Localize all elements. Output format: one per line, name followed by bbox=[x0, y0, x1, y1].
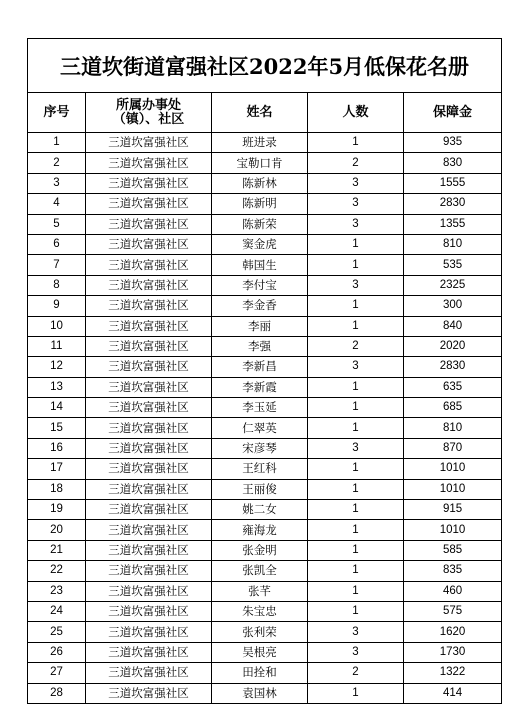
row-name-cell: 张金明 bbox=[212, 540, 308, 560]
row-people-cell: 3 bbox=[308, 214, 404, 234]
row-index-cell: 18 bbox=[28, 479, 86, 499]
row-people-cell: 1 bbox=[308, 540, 404, 560]
row-community-cell: 三道坎富强社区 bbox=[86, 173, 212, 193]
row-name-cell: 窦金虎 bbox=[212, 234, 308, 254]
table-row bbox=[28, 133, 502, 153]
row-community-cell: 三道坎富强社区 bbox=[86, 214, 212, 234]
row-people-cell: 1 bbox=[308, 133, 404, 153]
row-community-cell: 三道坎富强社区 bbox=[86, 357, 212, 377]
row-community-cell: 三道坎富强社区 bbox=[86, 540, 212, 560]
row-community-cell: 三道坎富强社区 bbox=[86, 255, 212, 275]
row-amount-cell: 2020 bbox=[404, 336, 502, 356]
row-name-cell: 李玉延 bbox=[212, 398, 308, 418]
row-name-cell: 陈新明 bbox=[212, 194, 308, 214]
row-amount-cell: 685 bbox=[404, 398, 502, 418]
table-row bbox=[28, 296, 502, 316]
row-people-cell: 3 bbox=[308, 194, 404, 214]
header-row bbox=[28, 93, 502, 133]
row-name-cell: 袁国林 bbox=[212, 683, 308, 703]
row-community-cell: 三道坎富强社区 bbox=[86, 133, 212, 153]
row-people-cell: 1 bbox=[308, 418, 404, 438]
table-row bbox=[28, 683, 502, 703]
table-row bbox=[28, 500, 502, 520]
row-people-cell: 1 bbox=[308, 234, 404, 254]
row-index-cell: 8 bbox=[28, 275, 86, 295]
row-people-cell: 3 bbox=[308, 275, 404, 295]
header-people: 人数 bbox=[308, 93, 404, 133]
row-name-cell: 班进录 bbox=[212, 133, 308, 153]
row-amount-cell: 414 bbox=[404, 683, 502, 703]
row-community-cell: 三道坎富强社区 bbox=[86, 418, 212, 438]
row-name-cell: 陈新荣 bbox=[212, 214, 308, 234]
row-people-cell: 1 bbox=[308, 683, 404, 703]
row-people-cell: 1 bbox=[308, 296, 404, 316]
row-amount-cell: 2325 bbox=[404, 275, 502, 295]
table-row bbox=[28, 438, 502, 458]
table-row bbox=[28, 194, 502, 214]
table-row bbox=[28, 316, 502, 336]
table-row bbox=[28, 663, 502, 683]
row-name-cell: 张芊 bbox=[212, 581, 308, 601]
row-name-cell: 姚二女 bbox=[212, 500, 308, 520]
row-index-cell: 9 bbox=[28, 296, 86, 316]
table-row bbox=[28, 479, 502, 499]
row-community-cell: 三道坎富强社区 bbox=[86, 663, 212, 683]
table-row bbox=[28, 459, 502, 479]
row-index-cell: 22 bbox=[28, 561, 86, 581]
table-row bbox=[28, 336, 502, 356]
row-index-cell: 15 bbox=[28, 418, 86, 438]
header-office-line1: 所属办事处 bbox=[115, 97, 181, 113]
row-name-cell: 李新霞 bbox=[212, 377, 308, 397]
row-people-cell: 2 bbox=[308, 153, 404, 173]
row-people-cell: 1 bbox=[308, 255, 404, 275]
row-amount-cell: 1010 bbox=[404, 520, 502, 540]
row-name-cell: 李付宝 bbox=[212, 275, 308, 295]
row-amount-cell: 1010 bbox=[404, 479, 502, 499]
row-index-cell: 7 bbox=[28, 255, 86, 275]
row-people-cell: 1 bbox=[308, 500, 404, 520]
table-row bbox=[28, 642, 502, 662]
row-community-cell: 三道坎富强社区 bbox=[86, 438, 212, 458]
row-index-cell: 2 bbox=[28, 153, 86, 173]
row-index-cell: 24 bbox=[28, 601, 86, 621]
row-community-cell: 三道坎富强社区 bbox=[86, 234, 212, 254]
row-index-cell: 3 bbox=[28, 173, 86, 193]
table-row bbox=[28, 214, 502, 234]
row-people-cell: 2 bbox=[308, 663, 404, 683]
table-row bbox=[28, 234, 502, 254]
row-index-cell: 4 bbox=[28, 194, 86, 214]
row-index-cell: 13 bbox=[28, 377, 86, 397]
row-amount-cell: 870 bbox=[404, 438, 502, 458]
row-amount-cell: 575 bbox=[404, 601, 502, 621]
row-index-cell: 21 bbox=[28, 540, 86, 560]
row-name-cell: 王丽俊 bbox=[212, 479, 308, 499]
row-index-cell: 16 bbox=[28, 438, 86, 458]
table-row bbox=[28, 622, 502, 642]
row-name-cell: 李金香 bbox=[212, 296, 308, 316]
header-name: 姓名 bbox=[212, 93, 308, 133]
row-amount-cell: 1620 bbox=[404, 622, 502, 642]
row-amount-cell: 840 bbox=[404, 316, 502, 336]
table-row bbox=[28, 520, 502, 540]
row-amount-cell: 535 bbox=[404, 255, 502, 275]
row-index-cell: 6 bbox=[28, 234, 86, 254]
row-people-cell: 1 bbox=[308, 561, 404, 581]
row-community-cell: 三道坎富强社区 bbox=[86, 153, 212, 173]
row-amount-cell: 2830 bbox=[404, 357, 502, 377]
row-index-cell: 27 bbox=[28, 663, 86, 683]
row-amount-cell: 830 bbox=[404, 153, 502, 173]
row-people-cell: 1 bbox=[308, 479, 404, 499]
row-index-cell: 25 bbox=[28, 622, 86, 642]
row-name-cell: 韩国生 bbox=[212, 255, 308, 275]
row-amount-cell: 300 bbox=[404, 296, 502, 316]
row-amount-cell: 915 bbox=[404, 500, 502, 520]
table-row bbox=[28, 398, 502, 418]
row-community-cell: 三道坎富强社区 bbox=[86, 683, 212, 703]
row-community-cell: 三道坎富强社区 bbox=[86, 500, 212, 520]
row-name-cell: 李强 bbox=[212, 336, 308, 356]
row-name-cell: 仁翠英 bbox=[212, 418, 308, 438]
row-name-cell: 田拴和 bbox=[212, 663, 308, 683]
row-community-cell: 三道坎富强社区 bbox=[86, 194, 212, 214]
table-row bbox=[28, 601, 502, 621]
row-name-cell: 陈新林 bbox=[212, 173, 308, 193]
row-people-cell: 1 bbox=[308, 520, 404, 540]
row-community-cell: 三道坎富强社区 bbox=[86, 377, 212, 397]
table-row bbox=[28, 357, 502, 377]
row-name-cell: 朱宝忠 bbox=[212, 601, 308, 621]
table-row bbox=[28, 377, 502, 397]
header-index: 序号 bbox=[28, 93, 86, 133]
row-index-cell: 1 bbox=[28, 133, 86, 153]
row-people-cell: 1 bbox=[308, 398, 404, 418]
table-row bbox=[28, 540, 502, 560]
row-index-cell: 12 bbox=[28, 357, 86, 377]
row-amount-cell: 1555 bbox=[404, 173, 502, 193]
row-index-cell: 28 bbox=[28, 683, 86, 703]
row-community-cell: 三道坎富强社区 bbox=[86, 520, 212, 540]
row-name-cell: 吴根亮 bbox=[212, 642, 308, 662]
roster-body bbox=[28, 39, 502, 704]
row-community-cell: 三道坎富强社区 bbox=[86, 336, 212, 356]
row-index-cell: 26 bbox=[28, 642, 86, 662]
row-community-cell: 三道坎富强社区 bbox=[86, 459, 212, 479]
row-community-cell: 三道坎富强社区 bbox=[86, 275, 212, 295]
row-name-cell: 张利荣 bbox=[212, 622, 308, 642]
row-people-cell: 3 bbox=[308, 173, 404, 193]
row-people-cell: 1 bbox=[308, 581, 404, 601]
row-amount-cell: 810 bbox=[404, 418, 502, 438]
row-people-cell: 1 bbox=[308, 459, 404, 479]
row-people-cell: 3 bbox=[308, 622, 404, 642]
row-community-cell: 三道坎富强社区 bbox=[86, 622, 212, 642]
row-index-cell: 5 bbox=[28, 214, 86, 234]
row-community-cell: 三道坎富强社区 bbox=[86, 296, 212, 316]
row-community-cell: 三道坎富强社区 bbox=[86, 642, 212, 662]
header-office-line2: （镇）、社区 bbox=[112, 111, 185, 127]
row-index-cell: 20 bbox=[28, 520, 86, 540]
table-row bbox=[28, 173, 502, 193]
row-amount-cell: 1355 bbox=[404, 214, 502, 234]
row-amount-cell: 460 bbox=[404, 581, 502, 601]
row-name-cell: 张凯全 bbox=[212, 561, 308, 581]
row-name-cell: 宝勒口肯 bbox=[212, 153, 308, 173]
table-row bbox=[28, 418, 502, 438]
table-row bbox=[28, 581, 502, 601]
document-title: 三道坎街道富强社区2022年5月低保花名册 bbox=[28, 39, 502, 93]
row-name-cell: 雍海龙 bbox=[212, 520, 308, 540]
row-people-cell: 2 bbox=[308, 336, 404, 356]
row-community-cell: 三道坎富强社区 bbox=[86, 601, 212, 621]
row-index-cell: 17 bbox=[28, 459, 86, 479]
row-index-cell: 11 bbox=[28, 336, 86, 356]
table-row bbox=[28, 255, 502, 275]
row-amount-cell: 835 bbox=[404, 561, 502, 581]
row-amount-cell: 1730 bbox=[404, 642, 502, 662]
row-community-cell: 三道坎富强社区 bbox=[86, 479, 212, 499]
header-amount: 保障金 bbox=[404, 93, 502, 133]
row-index-cell: 14 bbox=[28, 398, 86, 418]
row-community-cell: 三道坎富强社区 bbox=[86, 561, 212, 581]
table-row bbox=[28, 153, 502, 173]
row-people-cell: 1 bbox=[308, 601, 404, 621]
row-amount-cell: 2830 bbox=[404, 194, 502, 214]
row-amount-cell: 585 bbox=[404, 540, 502, 560]
row-name-cell: 王红科 bbox=[212, 459, 308, 479]
row-name-cell: 李新昌 bbox=[212, 357, 308, 377]
row-amount-cell: 635 bbox=[404, 377, 502, 397]
title-row bbox=[28, 39, 502, 93]
row-people-cell: 3 bbox=[308, 438, 404, 458]
row-index-cell: 19 bbox=[28, 500, 86, 520]
row-name-cell: 李丽 bbox=[212, 316, 308, 336]
table-row bbox=[28, 561, 502, 581]
row-people-cell: 1 bbox=[308, 377, 404, 397]
row-people-cell: 3 bbox=[308, 357, 404, 377]
table-row bbox=[28, 275, 502, 295]
header-office bbox=[86, 93, 212, 133]
row-amount-cell: 1322 bbox=[404, 663, 502, 683]
row-name-cell: 宋彦琴 bbox=[212, 438, 308, 458]
row-people-cell: 1 bbox=[308, 316, 404, 336]
allowance-roster-table bbox=[27, 38, 502, 704]
row-amount-cell: 1010 bbox=[404, 459, 502, 479]
row-community-cell: 三道坎富强社区 bbox=[86, 316, 212, 336]
row-community-cell: 三道坎富强社区 bbox=[86, 581, 212, 601]
row-amount-cell: 935 bbox=[404, 133, 502, 153]
row-amount-cell: 810 bbox=[404, 234, 502, 254]
row-index-cell: 10 bbox=[28, 316, 86, 336]
row-community-cell: 三道坎富强社区 bbox=[86, 398, 212, 418]
row-people-cell: 3 bbox=[308, 642, 404, 662]
row-index-cell: 23 bbox=[28, 581, 86, 601]
